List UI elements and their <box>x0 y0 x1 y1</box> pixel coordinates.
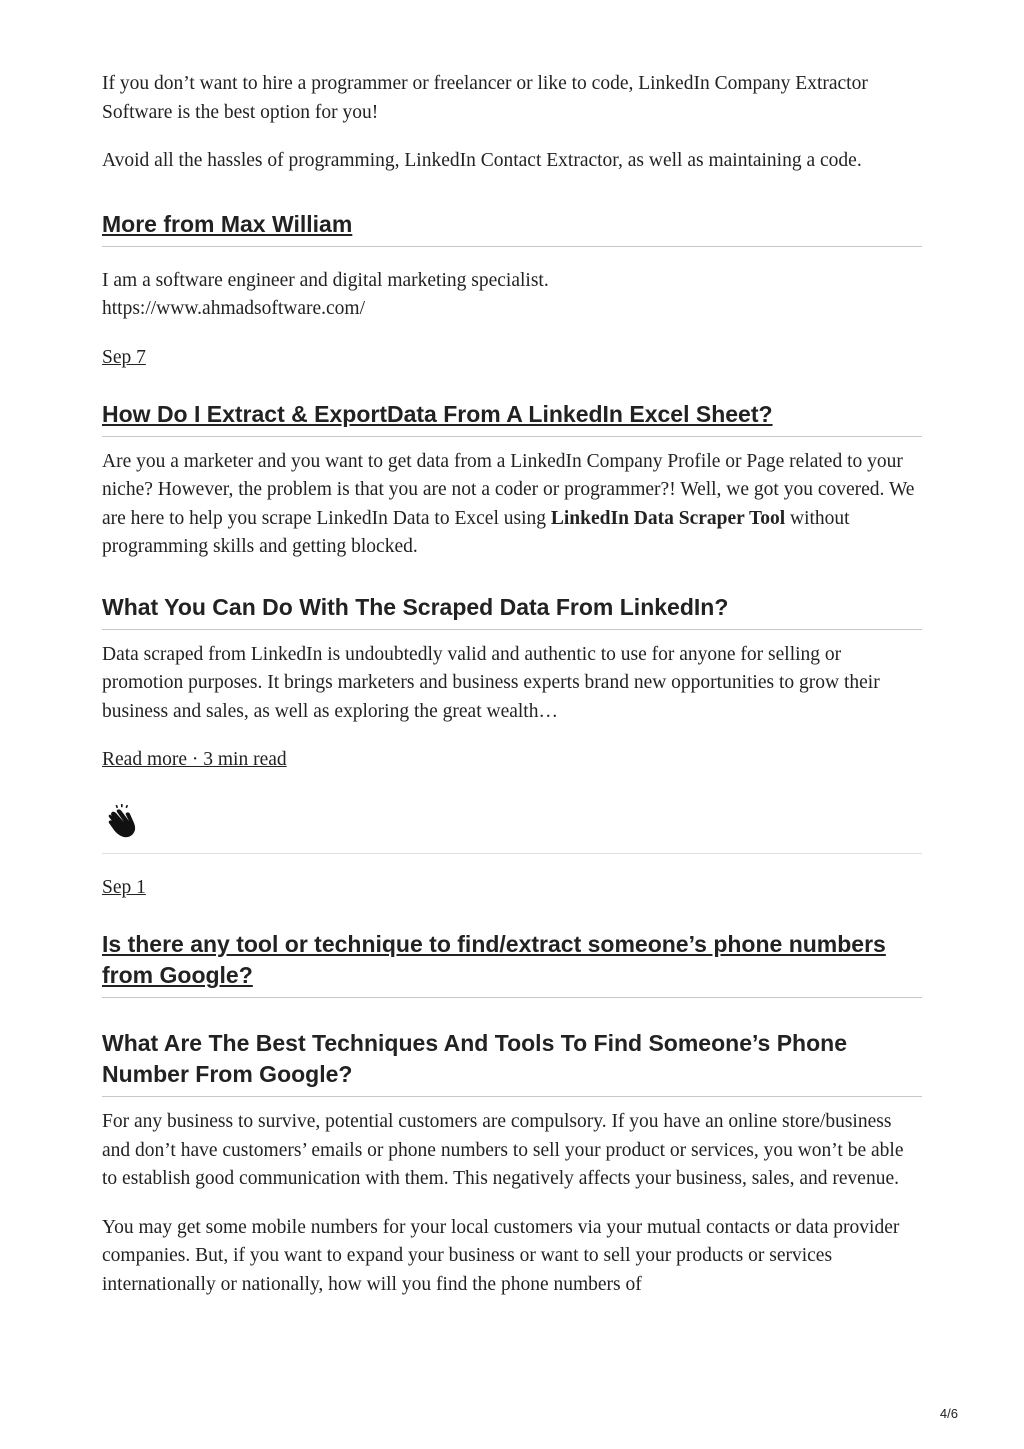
intro-paragraph-2: Avoid all the hassles of programming, LinkedIn Contact Extractor, as well as maintaining a code. <box>102 150 862 171</box>
post-title-link[interactable]: How Do I Extract & ExportData From A LinkedIn Excel Sheet? <box>102 400 773 427</box>
post-subheading-excerpt: Data scraped from LinkedIn is undoubtedly valid and authentic to use for anyone for selling or promotion purposes. It brings marketers and business experts brand new opportunities to grow their business and sales, as well as exploring the great wealth… <box>102 643 880 722</box>
clap-button[interactable] <box>102 774 922 847</box>
intro-paragraph-1: If you don’t want to hire a programmer or freelancer or like to code, LinkedIn Company Extractor Software is the best option for you! <box>102 73 868 123</box>
author-bio <box>102 267 922 324</box>
excerpt-text: Are you a marketer and you want to get data from a LinkedIn Company Profile or Page related to your niche? However, the problem is that you are not a coder or programmer?! Well, we got you covered. We are here to help you scrape LinkedIn Data to Excel using <box>102 450 915 529</box>
more-from-heading <box>102 209 922 247</box>
article-content <box>102 70 922 1299</box>
post-date-link[interactable]: Sep 7 <box>102 346 146 368</box>
post-title-link[interactable]: Is there any tool or technique to find/extract someone’s phone numbers from Google? <box>102 931 886 988</box>
post-subheading: What You Can Do With The Scraped Data From LinkedIn? <box>102 592 922 630</box>
post-title <box>102 929 922 998</box>
more-from-link[interactable]: More from Max William <box>102 210 353 237</box>
post-title <box>102 399 922 437</box>
post-divider <box>102 853 922 854</box>
clap-icon <box>102 802 142 842</box>
page-number: 4/6 <box>939 1406 958 1421</box>
excerpt-bold-text: LinkedIn Data Scraper Tool <box>550 507 786 529</box>
post-date-link[interactable]: Sep 1 <box>102 877 146 898</box>
author-website: https://www.ahmadsoftware.com/ <box>102 298 366 319</box>
excerpt-text-end: without programming skills and getting blocked. <box>102 507 850 557</box>
post-paragraph-2: You may get some mobile numbers for your local customers via your mutual contacts or data provider companies. But, if you want to expand your business or want to sell your products or services internationally or nationally, how will you find the phone numbers of <box>102 1216 900 1295</box>
post-paragraph-1: For any business to survive, potential customers are compulsory. If you have an online store/business and don’t have customers’ emails or phone numbers to sell your product or services, you won’t be able to establish good communication with them. This negatively affects your business, sales, and revenue. <box>102 1111 904 1189</box>
post-subheading: What Are The Best Techniques And Tools To Find Someone’s Phone Number From Google? <box>102 1028 922 1097</box>
author-bio-line: I am a software engineer and digital marketing specialist. <box>102 269 549 291</box>
post-excerpt <box>102 448 922 562</box>
read-more-link[interactable]: Read more · 3 min read <box>102 749 287 770</box>
